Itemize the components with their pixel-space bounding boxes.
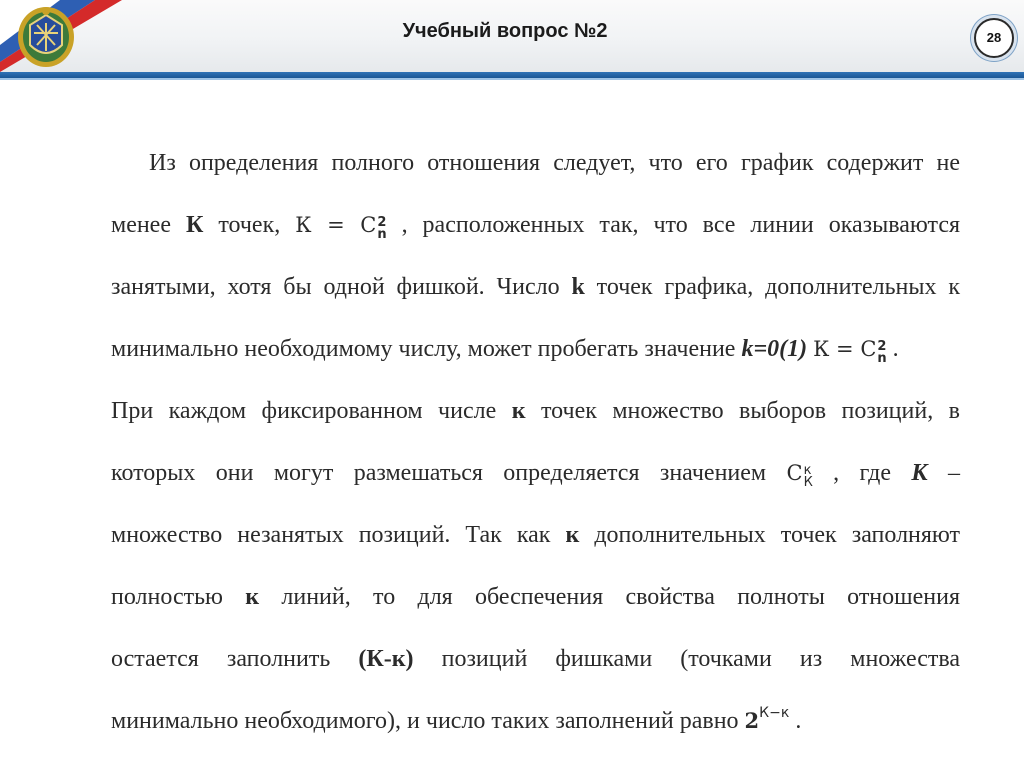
page-number-badge: 28	[974, 18, 1014, 58]
text-line-1: Из определения полного отношения следует, что его график содержит не	[149, 150, 960, 176]
text-line-6: которых они могут размешаться определяется значением C к К , где К –	[111, 460, 961, 490]
text-line-2: менее К точек, К = C 2 n , расположенных так, что все линии оказываются	[111, 212, 961, 242]
formula-2-power: $2^{К-к}$	[744, 705, 790, 733]
formula-k-equals-cn2: К = C 2 n	[295, 213, 387, 242]
text-line-4: минимально необходимому числу, может пробегать значение k=0(1) К = C 2 n .	[111, 336, 899, 366]
header-divider-light	[0, 78, 1024, 80]
formula-ck-K: C к К	[786, 461, 813, 490]
text-line-10: минимально необходимого), и число таких заполнений равно $2^{К-к}$ .	[111, 705, 802, 734]
text-line-8: полностью к линий, то для обеспечения свойства полноты отношения	[111, 584, 961, 610]
slide-title: Учебный вопрос №2	[402, 20, 608, 42]
text-line-3: занятыми, хотя бы одной фишкой. Число k точек графика, дополнительных к	[111, 274, 961, 300]
formula-k-equals-cn2-italic: К = C 2 n	[813, 337, 887, 366]
slide-body-text	[111, 132, 960, 752]
text-line-7: множество незанятых позиций. Так как к дополнительных точек заполняют	[111, 522, 961, 548]
academy-emblem-icon	[14, 3, 78, 69]
text-line-5: При каждом фиксированном числе к точек множество выборов позиций, в	[111, 398, 960, 424]
text-line-9: остается заполнить (К-к) позиций фишками (точками из множества	[111, 646, 961, 672]
slide-header	[0, 0, 1024, 72]
